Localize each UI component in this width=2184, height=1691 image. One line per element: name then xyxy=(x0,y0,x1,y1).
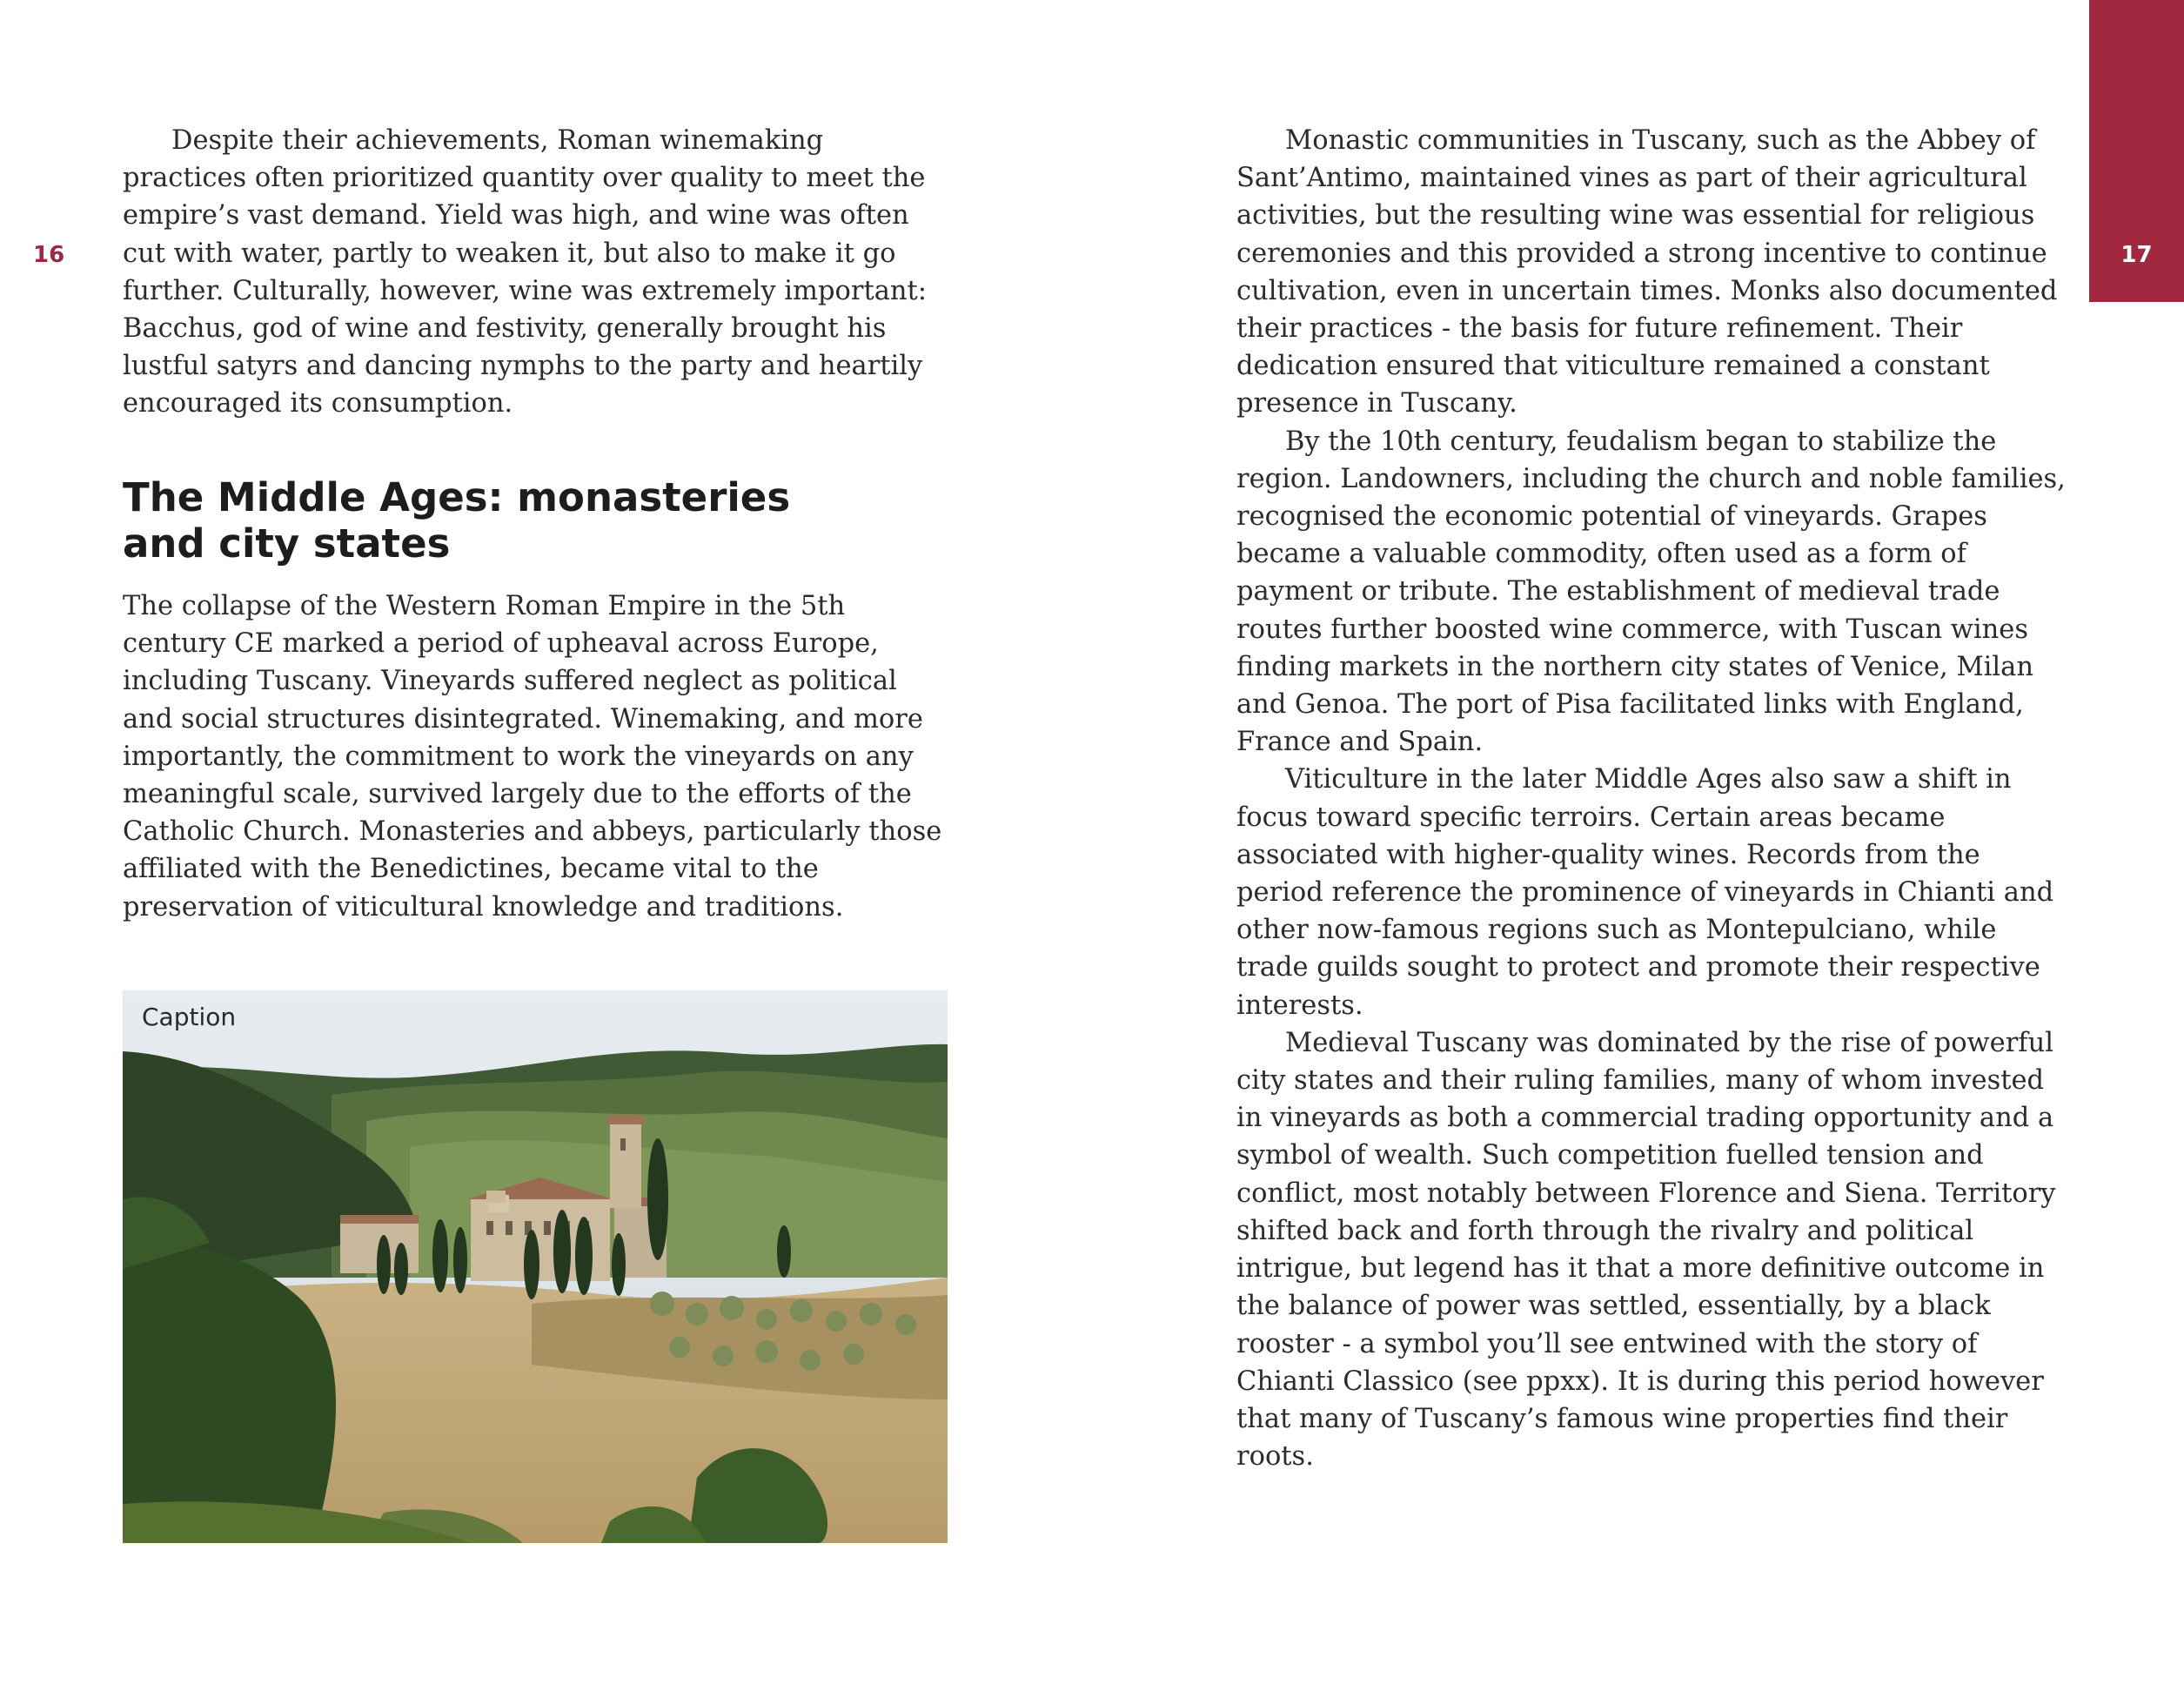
right-column-text xyxy=(1236,122,2072,1475)
left-section-text xyxy=(123,587,949,926)
right-paragraph-1: Monastic communities in Tuscany, such as the Abbey of Sant’Antimo, maintained vines as part of their agricultural activities, but the resulting wine was essential for religious ceremonies and this provided a strong incentive to continue cultivation, even in uncertain times. Monks also documented their practices - the basis for future refinement. Their dedication ensured that viticulture remained a constant presence in Tuscany. xyxy=(1236,125,2058,419)
right-paragraph-2: By the 10th century, feudalism began to stabilize the region. Landowners, including the church and noble families, recognised the economic potential of vineyards. Grapes became a valuable commodity, often used as a form of payment or tribute. The establishment of medieval trade routes further boosted wine commerce, with Tuscan wines finding markets in the northern city states of Venice, Milan and Genoa. The port of Pisa facilitated links with England, France and Spain. xyxy=(1236,426,2066,758)
page-number-right: 17 xyxy=(2120,242,2153,268)
page-number-left: 16 xyxy=(33,242,65,268)
abbey-landscape-photo xyxy=(123,990,948,1543)
right-paragraph-4: Medieval Tuscany was dominated by the rise of powerful city states and their ruling families, many of whom invested in vineyards as both a commercial trading opportunity and a symbol of wealth. Such competition fuelled tension and conflict, most notably between Florence and Siena. Territory shifted back and forth through the rivalry and political intrigue, but legend has it that a more definitive outcome in the balance of power was settled, essentially, by a black rooster - a symbol you’ll see entwined with the story of Chianti Classico (see ppxx). It is during this period however that many of Tuscany’s famous wine properties find their roots. xyxy=(1236,1027,2056,1473)
page-tab-right xyxy=(2089,0,2184,302)
abbey-photo-figure xyxy=(123,990,948,1543)
section-paragraph: The collapse of the Western Roman Empire in the 5th century CE marked a period of upheaval across Europe, including Tuscany. Vineyards suffered neglect as political and social structures disintegrated. Winemaking, and more importantly, the commitment to work the vineyards on any meaningful scale, survived largely due to the efforts of the Catholic Church. Monasteries and abbeys, particularly those affiliated with the Benedictines, became vital to the preservation of viticultural knowledge and traditions. xyxy=(123,591,942,923)
right-paragraph-3: Viticulture in the later Middle Ages also saw a shift in focus toward specific terroirs. Certain areas became associated with higher-quality wines. Records from the period reference the prominence of vineyards in Chianti and other now-famous regions such as Montepulciano, while trade guilds sought to protect and promote their respective interests. xyxy=(1236,764,2054,1021)
left-intro-text xyxy=(123,122,949,423)
section-heading xyxy=(123,474,906,567)
intro-paragraph: Despite their achievements, Roman winemaking practices often prioritized quantity over quality to meet the empire’s vast demand. Yield was high, and wine was often cut with water, partly to weaken it, but also to make it go further. Culturally, however, wine was extremely important: Bacchus, god of wine and festivity, generally brought his lustful satyrs and dancing nymphs to the party and heartily encouraged its consumption. xyxy=(123,125,928,419)
heading-line-1: The Middle Ages: monasteries xyxy=(123,474,791,520)
heading-line-2: and city states xyxy=(123,520,451,567)
figure-caption: Caption xyxy=(142,1003,237,1031)
